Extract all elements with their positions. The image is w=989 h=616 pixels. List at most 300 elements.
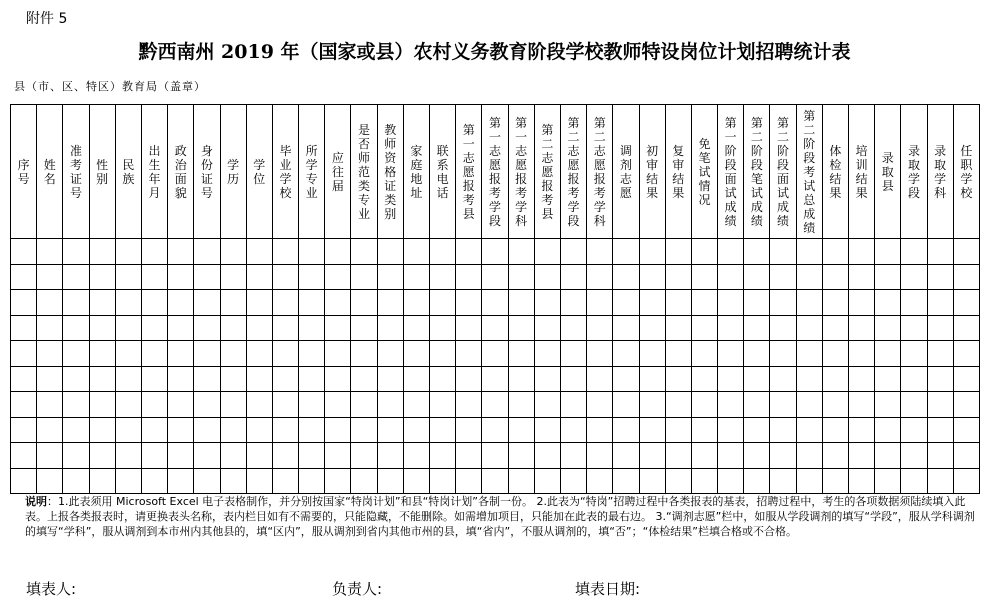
column-header	[901, 105, 927, 239]
table-cell	[141, 341, 167, 367]
table-cell	[744, 443, 770, 469]
table-cell	[665, 315, 691, 341]
column-header-label: 第一志愿报考学段	[488, 115, 501, 228]
table-cell	[246, 443, 272, 469]
table-cell	[822, 443, 848, 469]
table-cell	[403, 366, 429, 392]
table-cell	[822, 290, 848, 316]
table-cell	[456, 392, 482, 418]
table-cell	[194, 366, 220, 392]
table-cell	[849, 341, 875, 367]
column-header-label: 政治面貌	[174, 143, 187, 200]
table-cell	[351, 264, 377, 290]
table-cell	[534, 239, 560, 265]
column-header	[927, 105, 953, 239]
table-cell	[560, 315, 586, 341]
column-header	[744, 105, 770, 239]
table-cell	[770, 341, 796, 367]
table-cell	[822, 468, 848, 494]
table-cell	[665, 239, 691, 265]
table-cell	[89, 341, 115, 367]
table-cell	[718, 239, 744, 265]
table-cell	[299, 341, 325, 367]
table-cell	[168, 290, 194, 316]
table-cell	[508, 264, 534, 290]
table-cell	[927, 366, 953, 392]
column-header	[456, 105, 482, 239]
table-cell	[508, 417, 534, 443]
table-cell	[718, 366, 744, 392]
table-cell	[744, 417, 770, 443]
table-cell	[613, 290, 639, 316]
column-header-label: 所学专业	[305, 143, 318, 200]
footer-date: 填表日期:	[575, 580, 641, 598]
column-header-label: 教师资格证类别	[384, 122, 397, 221]
table-cell	[377, 443, 403, 469]
column-header-label: 民族	[122, 157, 135, 186]
table-cell	[508, 443, 534, 469]
column-header	[89, 105, 115, 239]
table-cell	[325, 341, 351, 367]
table-cell	[194, 290, 220, 316]
table-cell	[272, 392, 298, 418]
table-cell	[351, 290, 377, 316]
table-cell	[325, 392, 351, 418]
table-cell	[849, 290, 875, 316]
table-cell	[115, 443, 141, 469]
table-cell	[534, 341, 560, 367]
table-cell	[377, 290, 403, 316]
table-cell	[770, 264, 796, 290]
table-cell	[560, 443, 586, 469]
table-cell	[299, 366, 325, 392]
footer-responsible: 负责人:	[332, 580, 383, 598]
table-cell	[718, 417, 744, 443]
table-cell	[11, 392, 37, 418]
table-cell	[482, 468, 508, 494]
table-cell	[796, 290, 822, 316]
table-row	[11, 417, 980, 443]
table-cell	[482, 417, 508, 443]
column-header-label: 第一志愿报考学科	[515, 115, 528, 228]
table-cell	[560, 239, 586, 265]
table-cell	[691, 290, 717, 316]
table-cell	[744, 290, 770, 316]
table-cell	[168, 341, 194, 367]
column-header-label: 调剂志愿	[619, 143, 632, 200]
column-header	[351, 105, 377, 239]
table-cell	[560, 417, 586, 443]
column-header-label: 家庭地址	[410, 143, 423, 200]
table-cell	[482, 443, 508, 469]
table-cell	[953, 443, 979, 469]
table-cell	[875, 417, 901, 443]
table-cell	[822, 366, 848, 392]
table-cell	[37, 239, 63, 265]
column-header-label: 第二志愿报考学段	[567, 115, 580, 228]
table-cell	[141, 392, 167, 418]
table-cell	[875, 468, 901, 494]
table-cell	[246, 264, 272, 290]
table-cell	[115, 341, 141, 367]
column-header-label: 录取学段	[907, 143, 920, 200]
table-cell	[377, 315, 403, 341]
table-cell	[351, 341, 377, 367]
table-cell	[822, 341, 848, 367]
table-row	[11, 264, 980, 290]
table-cell	[325, 264, 351, 290]
table-cell	[770, 443, 796, 469]
table-cell	[875, 239, 901, 265]
column-header-label: 复审结果	[672, 143, 685, 200]
table-cell	[63, 315, 89, 341]
table-cell	[63, 443, 89, 469]
column-header-label: 培训结果	[855, 143, 868, 200]
column-header	[482, 105, 508, 239]
table-cell	[508, 290, 534, 316]
table-cell	[351, 468, 377, 494]
table-cell	[11, 417, 37, 443]
table-cell	[639, 264, 665, 290]
table-cell	[613, 366, 639, 392]
table-cell	[141, 468, 167, 494]
column-header	[430, 105, 456, 239]
table-cell	[299, 315, 325, 341]
table-cell	[718, 315, 744, 341]
table-cell	[63, 264, 89, 290]
table-cell	[403, 443, 429, 469]
table-cell	[194, 392, 220, 418]
column-header-label: 第二阶段考试总成绩	[803, 108, 816, 235]
column-header	[849, 105, 875, 239]
table-cell	[299, 443, 325, 469]
attachment-label: 附件 5	[26, 11, 68, 27]
column-header	[37, 105, 63, 239]
table-cell	[613, 264, 639, 290]
table-cell	[403, 290, 429, 316]
column-header-label: 学历	[227, 157, 240, 186]
table-cell	[194, 264, 220, 290]
table-cell	[37, 264, 63, 290]
table-cell	[168, 417, 194, 443]
table-cell	[744, 315, 770, 341]
table-cell	[691, 264, 717, 290]
table-cell	[168, 468, 194, 494]
table-cell	[796, 392, 822, 418]
table-cell	[37, 392, 63, 418]
table-cell	[901, 366, 927, 392]
table-cell	[770, 417, 796, 443]
table-cell	[770, 290, 796, 316]
table-cell	[11, 443, 37, 469]
table-cell	[875, 315, 901, 341]
table-cell	[691, 315, 717, 341]
table-cell	[430, 315, 456, 341]
column-header-label: 第二志愿报考学科	[593, 115, 606, 228]
table-cell	[534, 315, 560, 341]
table-cell	[927, 264, 953, 290]
column-header	[613, 105, 639, 239]
table-cell	[534, 417, 560, 443]
table-cell	[613, 417, 639, 443]
table-cell	[770, 239, 796, 265]
table-cell	[403, 417, 429, 443]
table-cell	[927, 341, 953, 367]
table-cell	[272, 443, 298, 469]
table-cell	[534, 392, 560, 418]
column-header	[534, 105, 560, 239]
table-cell	[639, 315, 665, 341]
table-cell	[456, 468, 482, 494]
table-cell	[377, 239, 403, 265]
table-cell	[534, 366, 560, 392]
table-cell	[89, 239, 115, 265]
table-cell	[63, 417, 89, 443]
table-cell	[927, 392, 953, 418]
table-cell	[430, 392, 456, 418]
table-cell	[11, 315, 37, 341]
column-header	[299, 105, 325, 239]
column-header	[665, 105, 691, 239]
column-header	[508, 105, 534, 239]
column-header	[953, 105, 979, 239]
table-cell	[325, 290, 351, 316]
table-cell	[639, 468, 665, 494]
table-cell	[115, 366, 141, 392]
table-cell	[403, 264, 429, 290]
column-header-label: 学位	[253, 157, 266, 186]
column-header-label: 出生年月	[148, 143, 161, 200]
table-cell	[849, 315, 875, 341]
table-cell	[299, 392, 325, 418]
table-cell	[63, 239, 89, 265]
table-cell	[246, 341, 272, 367]
table-cell	[141, 264, 167, 290]
table-cell	[37, 315, 63, 341]
table-cell	[194, 239, 220, 265]
table-cell	[11, 468, 37, 494]
table-cell	[141, 290, 167, 316]
table-cell	[744, 366, 770, 392]
table-cell	[168, 366, 194, 392]
page-title: 黔西南州 2019 年（国家或县）农村义务教育阶段学校教师特设岗位计划招聘统计表	[138, 41, 851, 63]
table-cell	[587, 341, 613, 367]
table-cell	[901, 468, 927, 494]
table-row	[11, 290, 980, 316]
table-cell	[587, 443, 613, 469]
table-cell	[587, 392, 613, 418]
table-cell	[220, 315, 246, 341]
table-cell	[246, 468, 272, 494]
table-cell	[141, 315, 167, 341]
table-row	[11, 366, 980, 392]
table-cell	[560, 366, 586, 392]
table-cell	[299, 264, 325, 290]
table-cell	[168, 443, 194, 469]
footer-filler: 填表人:	[26, 580, 77, 598]
table-cell	[89, 264, 115, 290]
table-cell	[482, 392, 508, 418]
table-cell	[691, 239, 717, 265]
notes	[25, 494, 975, 539]
table-cell	[796, 417, 822, 443]
table-cell	[115, 417, 141, 443]
table-cell	[272, 417, 298, 443]
table-cell	[560, 341, 586, 367]
table-cell	[770, 468, 796, 494]
table-cell	[665, 417, 691, 443]
table-row	[11, 468, 980, 494]
column-header-label: 联系电话	[436, 143, 449, 200]
table-row	[11, 341, 980, 367]
table-cell	[325, 315, 351, 341]
table-cell	[901, 341, 927, 367]
table-cell	[691, 392, 717, 418]
table-cell	[691, 443, 717, 469]
table-cell	[377, 392, 403, 418]
table-cell	[220, 290, 246, 316]
table-cell	[11, 264, 37, 290]
table-cell	[430, 366, 456, 392]
column-header	[194, 105, 220, 239]
table-cell	[849, 392, 875, 418]
table-cell	[456, 315, 482, 341]
table-cell	[901, 264, 927, 290]
column-header-label: 第一志愿报考县	[462, 122, 475, 221]
table-cell	[822, 392, 848, 418]
table-cell	[141, 366, 167, 392]
table-cell	[325, 366, 351, 392]
table-cell	[89, 468, 115, 494]
table-cell	[299, 290, 325, 316]
column-header	[691, 105, 717, 239]
table-cell	[534, 290, 560, 316]
table-cell	[63, 392, 89, 418]
column-header	[639, 105, 665, 239]
table-cell	[168, 264, 194, 290]
table-cell	[456, 239, 482, 265]
table-cell	[63, 290, 89, 316]
table-cell	[403, 392, 429, 418]
table-cell	[665, 392, 691, 418]
table-cell	[665, 366, 691, 392]
table-cell	[37, 341, 63, 367]
table-cell	[953, 417, 979, 443]
table-cell	[299, 417, 325, 443]
table-cell	[168, 239, 194, 265]
table-cell	[377, 468, 403, 494]
table-cell	[560, 392, 586, 418]
column-header	[141, 105, 167, 239]
table-cell	[796, 443, 822, 469]
table-cell	[403, 239, 429, 265]
table-cell	[430, 290, 456, 316]
table-cell	[534, 468, 560, 494]
column-header	[11, 105, 37, 239]
table-cell	[11, 290, 37, 316]
table-cell	[927, 417, 953, 443]
table-cell	[272, 239, 298, 265]
table-cell	[141, 417, 167, 443]
table-row	[11, 239, 980, 265]
table-cell	[220, 443, 246, 469]
table-cell	[456, 417, 482, 443]
table-cell	[115, 468, 141, 494]
table-cell	[246, 417, 272, 443]
table-cell	[639, 290, 665, 316]
table-cell	[430, 341, 456, 367]
table-cell	[508, 366, 534, 392]
table-cell	[587, 264, 613, 290]
table-cell	[168, 392, 194, 418]
table-cell	[770, 315, 796, 341]
table-cell	[613, 341, 639, 367]
table-cell	[744, 264, 770, 290]
table-cell	[849, 264, 875, 290]
column-header	[325, 105, 351, 239]
table-cell	[115, 264, 141, 290]
table-cell	[560, 468, 586, 494]
table-cell	[508, 315, 534, 341]
table-cell	[901, 239, 927, 265]
table-cell	[953, 290, 979, 316]
column-header	[63, 105, 89, 239]
table-cell	[613, 468, 639, 494]
column-header-label: 任职学校	[960, 143, 973, 200]
column-header-label: 序号	[17, 157, 30, 186]
table-cell	[299, 239, 325, 265]
column-header-label: 准考证号	[69, 143, 82, 200]
table-body	[11, 239, 980, 494]
table-cell	[456, 264, 482, 290]
table-cell	[953, 468, 979, 494]
org-line: 县（市、区、特区）教育局（盖章）	[14, 80, 206, 93]
column-header	[560, 105, 586, 239]
table-cell	[587, 468, 613, 494]
table-cell	[430, 468, 456, 494]
table-cell	[220, 239, 246, 265]
table-cell	[822, 239, 848, 265]
table-cell	[927, 290, 953, 316]
column-header	[822, 105, 848, 239]
table-cell	[927, 443, 953, 469]
column-header-label: 第一阶段面试成绩	[724, 115, 737, 228]
table-cell	[194, 443, 220, 469]
table-cell	[613, 239, 639, 265]
table-cell	[246, 366, 272, 392]
column-header-label: 录取学科	[934, 143, 947, 200]
table-cell	[11, 341, 37, 367]
table-cell	[220, 366, 246, 392]
notes-text: ：1.此表须用 Microsoft Excel 电子表格制作，并分别按国家“特岗计划”和县“特岗计划”各制一份。 2.此表为“特岗”招聘过程中各类报表的基表，招聘过程中，考生的各项数据须陆续填入此表。上报各类报表时，请更换表头名称，表内栏目如有不需要的，只能隐藏，不能删除。如需增加项目，只能加在此表的最右边。 3.“调剂志愿”栏中，如服从学段调剂的填写“学段”，服从学科调剂的填写“学科”，服从调剂到本市州内其他县的，填“区内”，服从调剂到省内其他市州的县，填“省内”，不服从调剂的，填“否”；“体检结果”栏填合格或不合格。	[25, 495, 975, 538]
table-cell	[770, 392, 796, 418]
table-cell	[953, 315, 979, 341]
table-cell	[220, 264, 246, 290]
table-cell	[37, 417, 63, 443]
table-cell	[377, 417, 403, 443]
table-cell	[456, 341, 482, 367]
table-cell	[351, 366, 377, 392]
table-cell	[63, 468, 89, 494]
table-cell	[875, 341, 901, 367]
table-cell	[168, 315, 194, 341]
table-cell	[89, 366, 115, 392]
table-cell	[456, 443, 482, 469]
table-cell	[718, 290, 744, 316]
table-cell	[377, 264, 403, 290]
column-header	[220, 105, 246, 239]
table-cell	[11, 239, 37, 265]
